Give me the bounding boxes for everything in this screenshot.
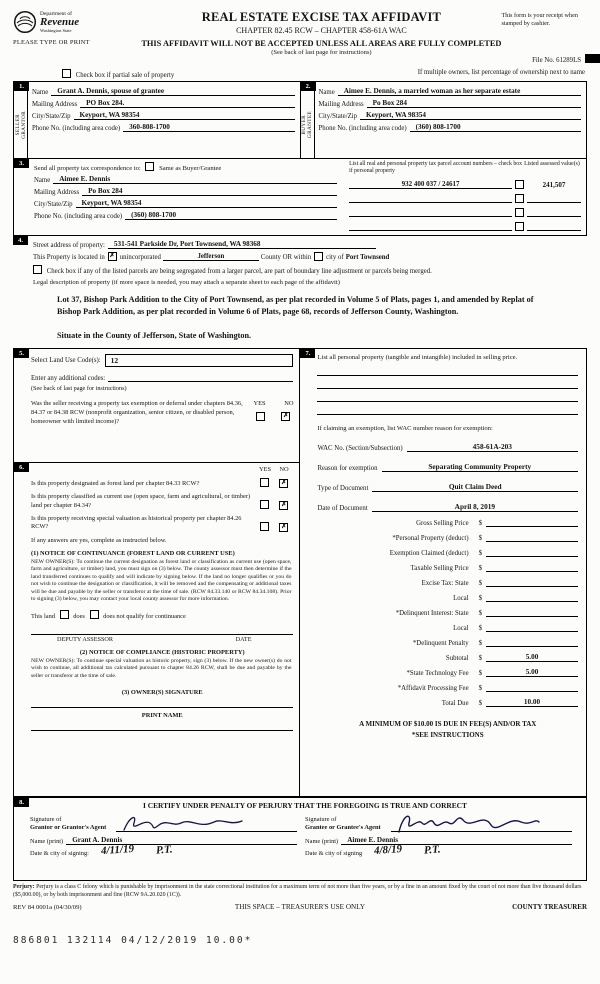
seller-section (14, 82, 301, 158)
file-number-row (13, 57, 587, 67)
money-label: Total Due (441, 700, 469, 707)
forest-no-checkbox[interactable]: ✗ (281, 479, 287, 487)
agency-revenue: Revenue (40, 16, 80, 28)
claiming-exemption-label: If claiming an exemption, list WAC number reason for exemption: (317, 425, 493, 432)
current-use-question-text: Is this property classified as current use (open space, farm and agricultural, or timber) land per chapter 84.34? (31, 493, 251, 509)
situate-line: Situate in the County of Jefferson, State of Washington. (57, 331, 252, 341)
grantee-signature-ink (393, 810, 543, 836)
historic-question-text: Is this property receiving special valuation as historical property per chapter 84.26 RCW? (31, 515, 242, 531)
affidavit-processing-fee-field[interactable] (486, 683, 578, 692)
seller-csz-label: City/State/Zip (32, 113, 71, 120)
subtotal-field[interactable]: 5.00 (486, 653, 578, 662)
notice-continuance-body: NEW OWNER(S): To continue the current designation as forest land or classification as current use (open space, farm and agriculture, or timber) land, you must sign on (3) below. The county assessor must then determine if the land transferred continues to qualify and will indicate by signing below. If the land no longer qualifies or you do not wish to continue the designation or classification, it will be removed and the compensating or additional taxes will be due and payable by the seller or transferor at the time of sale. (RCW 84.33.140 or RCW 84.34.108). Prior to signing (3) below, you may contact your local county assessor for more information. (31, 558, 292, 603)
exemption-question-text: Was the seller receiving a property tax exemption or deferral under chapters 84.36, 84.37 or 84.38 RCW (nonprofit organization, senior citizen, or disabled person, homeowner with limited income)? (31, 400, 243, 425)
land-use-label: Select Land Use Code(s): (31, 357, 101, 365)
city-checkbox[interactable] (314, 252, 323, 261)
agency-name (40, 11, 79, 33)
treasurer-space-label: THIS SPACE – TREASURER'S USE ONLY (234, 902, 366, 911)
forest-question-text: Is this property designated as forest land per chapter 84.33 RCW? (31, 480, 200, 488)
multiple-owners-note: If multiple owners, list percentage of ownership next to name (417, 69, 585, 76)
personal-property-label: List all personal property (tangible and intangible) included in selling price. (317, 354, 518, 362)
does-label: does (73, 612, 85, 620)
continuance-section (14, 463, 299, 796)
parcel-number-field[interactable]: 932 400 037 / 24617 (349, 180, 512, 189)
parcel-number-blank[interactable] (349, 222, 512, 231)
does-not-label: does not qualify for continuance (103, 612, 186, 620)
parcel-number-blank[interactable] (349, 208, 512, 217)
section-5-tab: 5. (14, 349, 29, 358)
seller-phone-field[interactable]: 360-808-1700 (123, 123, 294, 132)
grantor-date-handwriting[interactable]: 4/11/19 (100, 843, 135, 858)
buyer-word: BUYER (301, 114, 307, 135)
tax-computation-section (300, 349, 586, 796)
section-1-tab: 1. (14, 82, 29, 91)
grantee-name-print-label: Name (print) (305, 838, 339, 846)
rev-number: REV 84 0001a (04/30/09) (13, 903, 82, 911)
seller-csz-field[interactable]: Keyport, WA 98354 (74, 111, 295, 120)
owners-signature-line[interactable] (31, 707, 293, 708)
same-as-buyer-label: Same as Buyer/Grantee (159, 165, 222, 172)
corr-name-label: Name (34, 177, 51, 184)
deputy-assessor-label: DEPUTY ASSESSOR (57, 635, 113, 643)
current-use-no-checkbox[interactable]: ✗ (281, 501, 287, 509)
assessed-header: Listed assessed value(s) (524, 161, 580, 167)
minimum-due-note: A MINIMUM OF $10.00 IS DUE IN FEE(S) AND/OR TAX (359, 720, 537, 728)
agency-dept-of: Department of (40, 11, 72, 17)
perjury-notice (13, 884, 587, 899)
middle-columns (13, 348, 587, 797)
dollar-sign: $ (478, 700, 482, 707)
dollar-sign: $ (478, 655, 482, 662)
assessed-value-blank[interactable] (527, 208, 581, 217)
exemption-yes-checkbox[interactable] (256, 412, 265, 421)
scan-registration-mark (585, 54, 600, 63)
partial-sale-label: Check box if partial sale of property (75, 72, 175, 79)
buyer-side-label (301, 82, 315, 158)
grantee-city-handwriting[interactable]: P.T. (423, 843, 442, 857)
seller-address-label: Mailing Address (32, 101, 78, 108)
excise-tax-state-field[interactable] (486, 578, 578, 587)
perjury-body: Perjury is a class C felony which is punishable by imprisonment in the state correctional institution for a maximum term of not more than five years, or by a fine in an amount fixed by the court of not more than five thousand dollars ($5,000.00), or by both imprisonment and fine (RCW 9A.20.020 (1C)). (13, 884, 582, 899)
money-label: Local (453, 595, 469, 602)
grantee-signature-line[interactable] (391, 813, 572, 832)
form-header (13, 10, 587, 56)
grantor-name-print-label: Name (print) (30, 838, 64, 846)
unincorporated-checkbox[interactable]: ✗ (109, 252, 115, 260)
money-label: Taxable Selling Price (410, 565, 469, 572)
seller-name-field[interactable]: Grant A. Dennis, spouse of grantee (51, 87, 294, 96)
exemption-claimed-field[interactable] (486, 548, 578, 557)
delinquent-interest-local-field[interactable] (486, 623, 578, 632)
grantor-city-handwriting[interactable]: P.T. (155, 843, 173, 857)
certification-section (13, 797, 587, 881)
see-back-note: (See back of last page for instructions) (271, 49, 372, 56)
segregated-row (33, 265, 581, 275)
revenue-seal-icon (13, 10, 37, 34)
taxable-selling-price-field[interactable] (486, 563, 578, 572)
exemption-no-checkbox[interactable]: ✗ (283, 412, 289, 420)
dollar-sign: $ (478, 565, 482, 572)
delinquent-interest-state-field[interactable] (486, 608, 578, 617)
historic-question (31, 515, 293, 532)
revenue-logo (13, 10, 141, 34)
segregated-checkbox[interactable] (33, 265, 42, 274)
grantee-date-city-label: Date & city of signing (305, 849, 363, 857)
money-label: *Delinquent Interest: State (395, 610, 469, 617)
buyer-address-field[interactable]: Po Box 284 (367, 99, 581, 108)
dollar-sign: $ (478, 610, 482, 617)
current-use-yes-checkbox[interactable] (260, 500, 269, 509)
land-does-checkbox[interactable] (60, 610, 69, 619)
buyer-phone-field[interactable]: (360) 808-1700 (410, 123, 581, 132)
buyer-fields (315, 82, 587, 158)
total-due-field[interactable]: 10.00 (486, 698, 578, 707)
corr-address-field[interactable]: Po Box 284 (82, 187, 337, 196)
grantee-date-handwriting[interactable]: 4/8/19 (373, 843, 403, 858)
money-label: *Affidavit Processing Fee (397, 685, 469, 692)
located-mid: County OR within (260, 254, 312, 262)
grantee-name-field[interactable]: Aimee E. Dennis (341, 836, 572, 845)
parcel-list (343, 159, 586, 235)
dollar-sign: $ (478, 685, 482, 692)
see-back-instructions: (See back of last page for instructions) (31, 385, 127, 393)
corr-name-field[interactable]: Aimee E. Dennis (53, 175, 337, 184)
grantor-signature-line[interactable] (116, 813, 297, 832)
partial-sale-row (13, 69, 587, 81)
section-8-tab: 8. (14, 798, 29, 807)
money-label: *State Technology Fee (406, 670, 469, 677)
dollar-sign: $ (478, 550, 482, 557)
notice-compliance-title: (2) NOTICE OF COMPLIANCE (HISTORIC PROPERTY) (79, 648, 245, 656)
forest-yes-checkbox[interactable] (260, 478, 269, 487)
warning-line: THIS AFFIDAVIT WILL NOT BE ACCEPTED UNLESS ALL AREAS ARE FULLY COMPLETED (141, 39, 502, 48)
personal-property-checkbox-2[interactable] (515, 194, 524, 203)
city-of-label: city of (326, 254, 344, 262)
parcel-row (349, 194, 581, 203)
buyer-phone-label: Phone No. (including area code) (318, 125, 407, 132)
street-address-label: Street address of property: (33, 242, 105, 250)
parcel-row (349, 180, 581, 189)
reason-field[interactable]: Separating Community Property (382, 462, 578, 472)
section-6-tab: 6. (14, 463, 29, 472)
corr-phone-field[interactable]: (360) 808-1700 (125, 211, 337, 220)
grantor-signature-of-label: Signature of (30, 815, 62, 823)
unincorporated-label: unincorporated (119, 254, 161, 262)
no-header: NO (284, 400, 294, 408)
current-use-question (31, 493, 293, 510)
certify-statement: I CERTIFY UNDER PENALTY OF PERJURY THAT THE FOREGOING IS TRUE AND CORRECT (143, 801, 467, 811)
send-correspondence-label: Send all property tax correspondence to: (34, 165, 141, 172)
parcel-row (349, 222, 581, 231)
dollar-sign: $ (478, 640, 482, 647)
perjury-lead: Perjury: (13, 884, 35, 891)
land-use-section (14, 349, 299, 463)
money-label: Subtotal (445, 655, 469, 662)
historic-yes-checkbox[interactable] (260, 522, 269, 531)
seller-phone-label: Phone No. (including area code) (32, 125, 121, 132)
county-treasurer-label: COUNTY TREASURER (512, 902, 587, 911)
chapter-line: CHAPTER 82.45 RCW – CHAPTER 458-61A WAC (236, 26, 407, 35)
money-label: Excise Tax: State (421, 580, 469, 587)
grantee-word: GRANTEE (307, 110, 313, 138)
personal-property-line[interactable] (317, 389, 578, 402)
exemption-question (31, 400, 293, 426)
agency-block (13, 10, 141, 56)
personal-property-checkbox-1[interactable] (515, 180, 524, 189)
seller-fields (28, 82, 300, 158)
partial-sale-group (59, 69, 174, 79)
date-label: DATE (235, 635, 252, 643)
buyer-address-label: Mailing Address (318, 101, 364, 108)
personal-property-line[interactable] (317, 363, 578, 376)
money-label: Exemption Claimed (deduct) (389, 550, 469, 557)
partial-sale-checkbox[interactable] (62, 69, 71, 78)
land-does-not-checkbox[interactable] (90, 610, 99, 619)
type-or-print-note: PLEASE TYPE OR PRINT (13, 39, 90, 46)
seller-address-field[interactable]: PO Box 284. (80, 99, 294, 108)
money-label: Local (453, 625, 469, 632)
notice-compliance-body: NEW OWNER(S): To continue special valuation as historic property, sign (3) below. If the new owner(s) do not wish to continue, all additional tax calculated pursuant to chapter 84.26 RCW, shall be due and payable by the seller or transferor at the time of sale. (31, 657, 292, 679)
reason-label: Reason for exemption (317, 465, 378, 472)
corr-address-label: Mailing Address (34, 189, 80, 196)
dollar-sign: $ (478, 535, 482, 542)
historic-no-checkbox[interactable]: ✗ (281, 522, 287, 530)
this-land-label: This land (31, 612, 55, 620)
correspondence-fields (14, 159, 343, 235)
assessed-value-blank[interactable] (527, 222, 581, 231)
property-location-section (13, 236, 587, 286)
legal-description-text[interactable]: Lot 37, Bishop Park Addition to the City of Port Townsend, as per plat recorded in Volume 5 of Plats, pages 1, and amended by Replat of Bishop Park Addition, as per plat recorded in Volume 6 of Plats, page 68, records of Jefferson County, Washington. (57, 295, 534, 316)
dollar-sign: $ (478, 670, 482, 677)
forest-question (31, 478, 293, 488)
section-3-tab: 3. (14, 159, 29, 168)
left-column (14, 349, 300, 796)
personal-property-checkbox-4[interactable] (515, 222, 524, 231)
grantor-name-field[interactable]: Grant A. Dennis (66, 836, 297, 845)
notice-continuance-title: (1) NOTICE OF CONTINUANCE (FOREST LAND OR CURRENT USE) (31, 549, 235, 557)
grantor-signature-ink (118, 812, 248, 836)
agency-state: Washington State (40, 28, 72, 33)
parties-section (13, 81, 587, 159)
land-qualify-row (31, 610, 293, 620)
grantee-agent-label: Grantee or Grantee's Agent (305, 824, 381, 832)
personal-property-deduct-field[interactable] (486, 533, 578, 542)
buyer-csz-field[interactable]: Keyport, WA 98354 (360, 111, 581, 120)
correspondence-section (13, 159, 587, 236)
dollar-sign: $ (478, 625, 482, 632)
county-field[interactable]: Jefferson (163, 253, 259, 261)
grantor-date-city-label: Date & city of signing: (30, 849, 89, 857)
land-use-code-field[interactable]: 12 (105, 354, 294, 367)
section-2-tab: 2. (301, 82, 316, 91)
seller-name-label: Name (32, 89, 49, 96)
grantor-agent-label: Grantor or Grantor's Agent (30, 824, 107, 832)
located-pre: This Property is located in (33, 254, 105, 262)
corr-csz-field[interactable]: Keyport, WA 98354 (76, 199, 338, 208)
parcel-header: List all real and personal property tax parcel account numbers – check box if personal property (349, 161, 523, 175)
file-number: File No. 61289LS (532, 57, 581, 64)
buyer-name-label: Name (318, 89, 335, 96)
cashier-receipt-stamp: 886801 132114 04/12/2019 10.00* (13, 934, 253, 946)
yes-header: YES (253, 400, 266, 408)
see-instructions-note: *SEE INSTRUCTIONS (411, 731, 484, 739)
additional-codes-field[interactable] (108, 373, 293, 382)
dollar-sign: $ (478, 595, 482, 602)
title-block (141, 10, 501, 56)
legal-description-label: Legal description of property (if more space is needed, you may attach a separate sheet to each page of the affidavit) (33, 279, 340, 287)
form-title: REAL ESTATE EXCISE TAX AFFIDAVIT (201, 10, 442, 24)
corr-csz-label: City/State/Zip (34, 201, 73, 208)
segregated-label: Check box if any of the listed parcels are being segregated from a larger parcel, are part of boundary line adjustment or parcels being merged. (46, 268, 432, 276)
assessed-value-field[interactable]: 241,507 (542, 181, 566, 190)
grantor-signature-block (30, 813, 305, 859)
money-label: *Delinquent Penalty (412, 640, 469, 647)
city-field[interactable]: Port Townsend (345, 254, 390, 262)
located-in-row (33, 252, 581, 261)
same-as-buyer-checkbox[interactable] (145, 162, 154, 171)
no-header: NO (279, 466, 289, 474)
dollar-sign: $ (478, 580, 482, 587)
grantee-signature-of-label: Signature of (305, 815, 337, 823)
document-date-label: Date of Document (317, 505, 368, 512)
personal-property-line[interactable] (317, 376, 578, 389)
document-type-field[interactable]: Quit Claim Deed (372, 482, 578, 492)
additional-codes-label: Enter any additional codes: (31, 375, 106, 383)
print-name-line[interactable] (31, 730, 293, 731)
print-name-label: PRINT NAME (141, 712, 183, 720)
owners-signature-label: (3) OWNER(S) SIGNATURE (121, 689, 203, 697)
section-4-tab: 4. (13, 236, 28, 245)
buyer-name-field[interactable]: Aimee E. Dennis, a married woman as her separate estate (338, 87, 581, 96)
corr-phone-label: Phone No. (including area code) (34, 213, 123, 220)
wac-field[interactable]: 458-61A-203 (407, 442, 578, 452)
buyer-section (301, 82, 587, 158)
state-technology-fee-field[interactable]: 5.00 (486, 668, 578, 677)
legal-description-area (13, 294, 587, 340)
document-type-label: Type of Document (317, 485, 369, 492)
if-yes-note: If any answers are yes, complete as instructed below. (31, 536, 167, 544)
dollar-sign: $ (478, 520, 482, 527)
street-address-field[interactable]: 531-541 Parkside Dr, Port Townsend, WA 98368 (108, 240, 376, 249)
buyer-csz-label: City/State/Zip (318, 113, 358, 120)
yes-header: YES (258, 466, 272, 474)
delinquent-penalty-field[interactable] (486, 638, 578, 647)
receipt-note: This form is your receipt when stamped by cashier. (501, 12, 578, 27)
footer-row (13, 903, 587, 911)
grantor-word: GRANTOR (20, 110, 27, 139)
section-7-tab: 7. (300, 349, 315, 358)
assessed-value-blank[interactable] (527, 194, 581, 203)
money-label: *Personal Property (deduct) (392, 535, 469, 542)
grantee-signature-block (305, 813, 580, 859)
seller-side-label (14, 82, 28, 158)
gross-selling-price-field[interactable] (486, 518, 578, 527)
money-label: Gross Selling Price (416, 520, 469, 527)
excise-tax-local-field[interactable] (486, 593, 578, 602)
parcel-row (349, 208, 581, 217)
personal-property-line[interactable] (317, 402, 578, 415)
seller-word: SELLER (14, 113, 21, 136)
document-date-field[interactable]: April 8, 2019 (372, 502, 578, 512)
wac-label: WAC No. (Section/Subsection) (317, 445, 403, 452)
personal-property-checkbox-3[interactable] (515, 208, 524, 217)
parcel-number-blank[interactable] (349, 194, 512, 203)
